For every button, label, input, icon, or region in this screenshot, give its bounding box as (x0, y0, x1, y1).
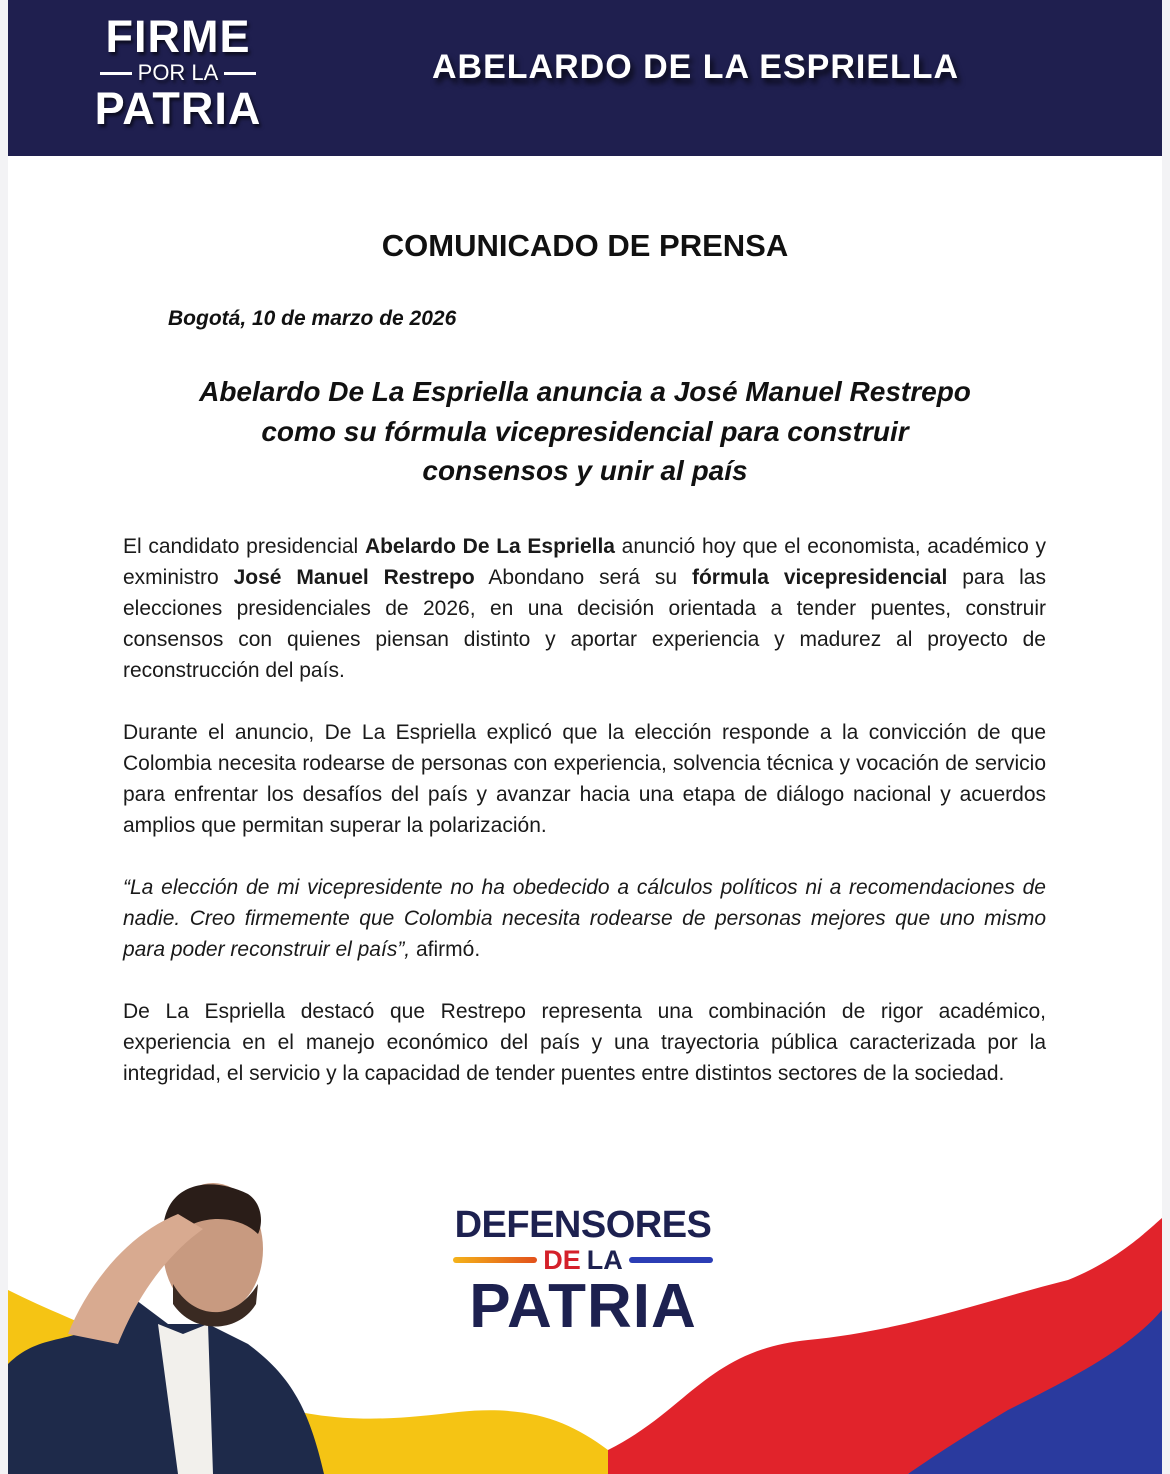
logo-line: PATRIA (469, 1272, 697, 1341)
footer-banner (8, 1150, 1162, 1474)
document-title: COMUNICADO DE PRENSA (381, 228, 789, 263)
bold-text: fórmula vicepresidencial (691, 566, 948, 589)
paragraph: Durante el anuncio, De La Espriella explicó que la elección responde a la convicción de que Colombia necesita rodearse de personas con experiencia, solvencia técnica y vocación de servicio para enfrentar los desafíos del país y avanzar hacia una etapa de diálogo nacional y acuerdos amplios que permitan superar la polarización. (123, 721, 1046, 837)
headline-line: Abelardo De La Espriella anuncia a José Manuel Restrepo (199, 376, 971, 407)
headline-line: como su fórmula vicepresidencial para construir (261, 415, 909, 447)
defensores-de-la-patria-logo (448, 1205, 718, 1339)
text: El candidato presidencial (123, 535, 365, 558)
press-release-page (8, 0, 1162, 1474)
headline (108, 372, 1062, 491)
candidate-name: ABELARDO DE LA ESPRIELLA (432, 48, 960, 86)
quote: “La elección de mi vicepresidente no ha obedecido a cálculos políticos ni a recomendaciones de nadie. Creo firmemente que Colombia necesita rodearse de personas mejores que uno mismo para poder reconstruir el país”, (123, 876, 1046, 961)
header-banner (8, 0, 1162, 156)
text: para las elecciones presidenciales de 2026, en una decisión orientada a tender puentes, construir consensos con quienes piensan distinto y aportar experiencia y madurez al proyecto de reconstrucción del país. (123, 566, 1046, 682)
logo-line: PATRIA (94, 83, 262, 134)
firme-por-la-patria-logo (80, 11, 276, 134)
bold-text: José Manuel Restrepo (233, 566, 475, 589)
logo-text: POR LA (137, 60, 219, 85)
bold-text: Abelardo De La Espriella (364, 535, 615, 558)
logo-text: LA (586, 1245, 623, 1275)
document-date: Bogotá, 10 de marzo de 2026 (168, 307, 457, 330)
paragraph (123, 531, 1046, 686)
headline-line: consensos y unir al país (422, 455, 748, 486)
logo-line (448, 1245, 718, 1275)
text: afirmó. (410, 938, 481, 961)
paragraph (123, 872, 1046, 965)
text: anunció hoy que el economista, académico y exministro (123, 535, 1046, 589)
body-text (123, 531, 1046, 1120)
logo-line: FIRME (105, 11, 251, 62)
candidate-portrait (8, 1174, 338, 1474)
logo-line: DEFENSORES (454, 1204, 712, 1246)
text: Abondano será su (474, 566, 692, 589)
paragraph: De La Espriella destacó que Restrepo representa una combinación de rigor académico, experiencia en el manejo económico del país y una trayectoria pública caracterizada por la integridad, el servicio y la capacidad de tender puentes entre distintos sectores de la sociedad. (123, 1000, 1046, 1085)
logo-text: DE (543, 1245, 581, 1275)
